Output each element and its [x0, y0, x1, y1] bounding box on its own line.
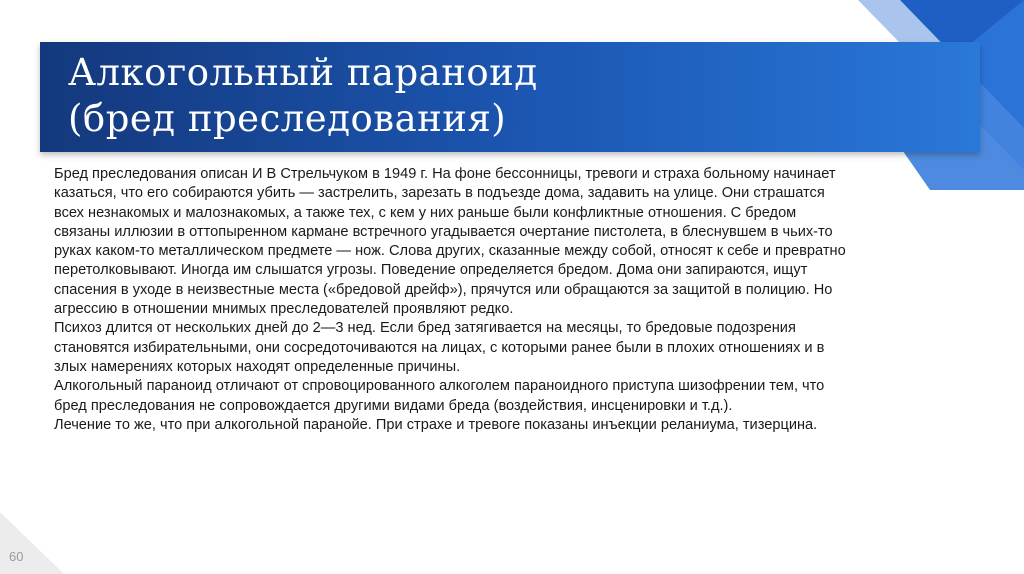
slide-title	[68, 50, 928, 142]
body-line: перетолковывают. Иногда им слышатся угрозы. Поведение определяется бредом. Дома они запираются, ищут	[54, 262, 808, 279]
title-line-1: Алкогольный параноид	[68, 51, 538, 94]
body-line: Лечение то же, что при алкогольной паранойе. При страхе и тревоге показаны инъекции реланиума, тизерцина.	[54, 416, 818, 433]
body-line: спасения в уходе в неизвестные места («бредовой дрейф»), прячутся или обращаются за защитой в полицию. Но	[54, 281, 833, 298]
body-line: Алкогольный параноид отличают от спровоцированного алкоголем параноидного приступа шизофрении тем, что	[54, 378, 825, 395]
page-number: 60	[9, 549, 24, 564]
body-line: Психоз длится от нескольких дней до 2—3 нед. Если бред затягивается на месяцы, то бредовые подозрения	[54, 320, 796, 337]
body-line: бред преследования не сопровождается другими видами бреда (воздействия, инсценировки и т.д.).	[54, 397, 733, 414]
body-line: становятся избирательными, они сосредоточиваются на лицах, с которыми ранее были в плохих отношениях и в	[54, 339, 825, 356]
body-line: руках каком-то металлическом предмете — нож. Слова других, сказанные между собой, относят к себе и превратно	[54, 243, 846, 260]
body-line: Бред преследования описан И В Стрельчуком в 1949 г. На фоне бессонницы, тревоги и страха больному начинает	[54, 166, 836, 182]
deco-triangle-bottom-left	[0, 512, 64, 574]
body-line: агрессию в отношении мнимых преследователей проявляют редко.	[54, 301, 514, 318]
body-line: злых намерениях которых находят определенные причины.	[54, 358, 461, 375]
body-line: казаться, что его собираются убить — застрелить, зарезать в подъезде дома, задавить на улице. Они страшатся	[54, 185, 825, 202]
body-line: связаны иллюзии в оттопыренном кармане встречного угадывается очертание пистолета, в блеснувшем в чьих-то	[54, 223, 833, 240]
title-line-2: (бред преследования)	[68, 97, 507, 140]
body-line: всех незнакомых и малознакомых, а также тех, с кем у них раньше были конфликтные отношения. С бредом	[54, 204, 797, 221]
slide-body	[54, 165, 984, 435]
